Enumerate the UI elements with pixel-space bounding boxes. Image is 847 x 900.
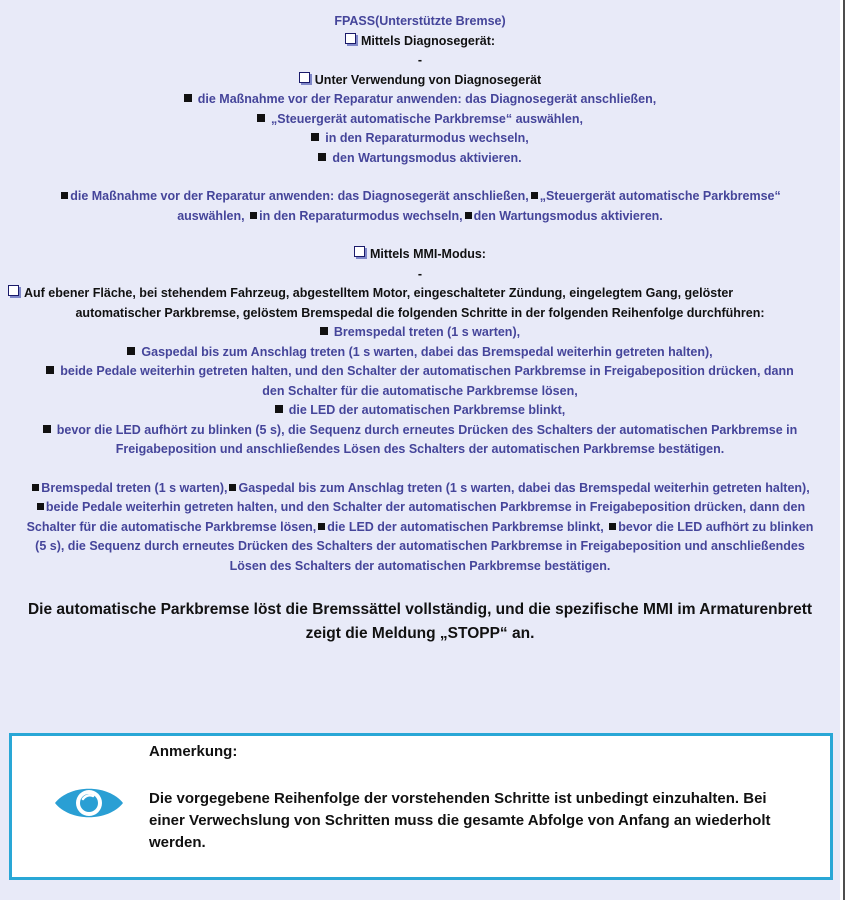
dash: -: [417, 53, 423, 67]
square-bullet-icon: [184, 94, 192, 102]
square-bullet-icon: [43, 425, 51, 433]
square-bullet-icon: [127, 347, 135, 355]
square-bullet-icon: [465, 212, 472, 219]
mmi-intro-line: automatischer Parkbremse, gelöstem Bremspedal die folgenden Schritte in der folgenden Reihenfolge durchführen:: [75, 305, 765, 320]
square-bullet-icon: [609, 523, 616, 530]
mmi-step: Bremspedal treten (1 s warten),: [0, 323, 840, 343]
option-mmi-mode: Mittels MMI-Modus:: [0, 245, 840, 265]
square-bullet-icon: [311, 133, 319, 141]
device-step: in den Reparaturmodus wechseln,: [0, 129, 840, 149]
eye-icon: [52, 783, 126, 823]
dash: -: [417, 266, 423, 281]
square-bullet-icon: [257, 114, 265, 122]
note-title: Anmerkung:: [149, 743, 238, 760]
document-title: FPASS(Unterstützte Bremse): [334, 14, 506, 28]
square-bullet-icon: [46, 366, 54, 374]
note-box: [9, 733, 833, 880]
checkbox-bullet-icon: [8, 285, 19, 296]
summary-statement: Die automatische Parkbremse löst die Bremssättel vollständig, und die spezifische MMI im Armaturenbrett zeigt die Meldung „STOPP“ an.: [27, 601, 813, 642]
square-bullet-icon: [250, 212, 257, 219]
device-step: die Maßnahme vor der Reparatur anwenden: das Diagnosegerät anschließen,: [0, 90, 840, 110]
checkbox-bullet-icon: [299, 72, 310, 83]
checkbox-bullet-icon: [354, 246, 365, 257]
page-edge-line: [843, 0, 845, 900]
mmi-step: Gaspedal bis zum Anschlag treten (1 s warten, dabei das Bremspedal weiterhin getreten halten),: [0, 343, 840, 363]
square-bullet-icon: [531, 192, 538, 199]
square-bullet-icon: [275, 405, 283, 413]
square-bullet-icon: [320, 327, 328, 335]
mmi-steps-inline: Bremspedal treten (1 s warten), Gaspedal bis zum Anschlag treten (1 s warten, dabei das Bremspedal weiterhin getreten halten),beide Pedale weiterhin getreten halten, und den Schalter der automatischen Parkbremse in Freigabeposition drücken, dann den Schalter für die automatische Parkbremse lösen, die LED der automatischen Parkbremse blinkt, bevor die LED aufhört zu blinken (5 s), die Sequenz durch erneutes Drücken des Schalters der automatischen Parkbremse in Freigabeposition und anschließendes Lösen des Schalters der automatischen Parkbremse bestätigen.: [26, 480, 814, 573]
mmi-intro-line: Auf ebener Fläche, bei stehendem Fahrzeug, abgestelltem Motor, eingeschalteter Zündung, eingelegtem Gang, gelöster: [0, 284, 840, 304]
square-bullet-icon: [61, 192, 68, 199]
option-diagnostic-device: Mittels Diagnosegerät:: [0, 32, 840, 52]
device-steps-inline: die Maßnahme vor der Reparatur anwenden: das Diagnosegerät anschließen, „Steuergerät automatische Parkbremse“ auswählen, in den Reparaturmodus wechseln, den Wartungsmodus aktivieren.: [40, 187, 800, 226]
using-diagnostic-device: Unter Verwendung von Diagnosegerät: [0, 71, 840, 91]
mmi-step: beide Pedale weiterhin getreten halten, und den Schalter der automatischen Parkbremse in Freigabeposition drücken, dann den Schalter für die automatische Parkbremse lösen,: [45, 362, 795, 401]
square-bullet-icon: [37, 503, 44, 510]
device-step: den Wartungsmodus aktivieren.: [0, 149, 840, 169]
square-bullet-icon: [229, 484, 236, 491]
device-step: „Steuergerät automatische Parkbremse“ auswählen,: [0, 110, 840, 130]
mmi-step: die LED der automatischen Parkbremse blinkt,: [0, 401, 840, 421]
square-bullet-icon: [318, 153, 326, 161]
square-bullet-icon: [32, 484, 39, 491]
checkbox-bullet-icon: [345, 33, 356, 44]
mmi-step: bevor die LED aufhört zu blinken (5 s), die Sequenz durch erneutes Drücken des Schalters der automatischen Parkbremse in Freigabeposition und anschließendes Lösen des Schalters der automatischen Parkbremse bestätigen.: [40, 421, 800, 460]
square-bullet-icon: [318, 523, 325, 530]
note-text: Die vorgegebene Reihenfolge der vorstehenden Schritte ist unbedingt einzuhalten. Bei einer Verwechslung von Schritten muss die gesamte Abfolge von Anfang an wiederholt werden.: [149, 790, 771, 851]
